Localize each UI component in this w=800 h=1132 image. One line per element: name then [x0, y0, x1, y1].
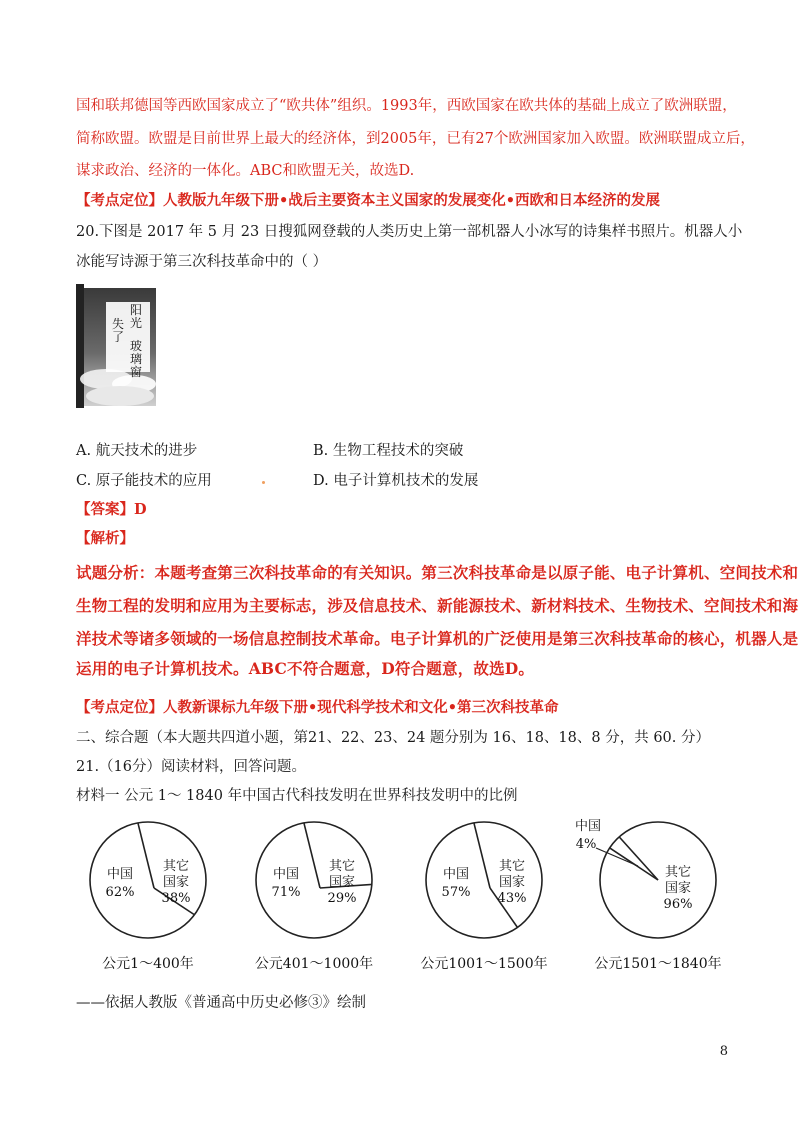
pie-label-other: 国家 — [162, 875, 190, 890]
pie-label-china: 中国 — [442, 867, 470, 882]
analysis-line: 试题分析：本题考查第三次科技革命的有关知识。第三次科技革命是以原子能、电子计算机、空间技术和 — [76, 563, 799, 582]
kaodian-2: 【考点定位】人教新课标九年级下册•现代科学技术和文化•第三次科技革命 — [76, 699, 559, 716]
pie-label-other: 其它 — [664, 865, 692, 880]
poetry-book-image — [76, 284, 156, 408]
pie-caption: 公元1～400年 — [102, 956, 194, 972]
pie-value-other: 96% — [663, 897, 693, 912]
kaodian-1: 【考点定位】人教版九年级下册•战后主要资本主义国家的发展变化•西欧和日本经济的发展 — [76, 192, 661, 209]
material1-title: 材料一 公元 1～ 1840 年中国古代科技发明在世界科技发明中的比例 — [76, 788, 518, 804]
paragraph-line: 国和联邦德国等西欧国家成立了“欧共体”组织。1993年，西欧国家在欧共体的基础上成立了欧洲联盟， — [76, 98, 737, 114]
source-note: ——依据人教版《普通高中历史必修③》绘制 — [76, 995, 366, 1011]
pie-slice-boundary — [138, 823, 154, 888]
pie-label-china: 中国 — [574, 819, 602, 834]
analysis-label: 【解析】 — [76, 530, 134, 547]
analysis-line: 运用的电子计算机技术。ABC不符合题意，D符合题意，故选D。 — [76, 659, 535, 678]
pie-value-other: 29% — [327, 891, 357, 906]
book-title-text: 玻璃窗 — [129, 339, 143, 379]
pie-label-other: 国家 — [328, 875, 356, 890]
stray-dot — [262, 481, 265, 484]
paragraph-line: 简称欧盟。欧盟是目前世界上最大的经济体，到2005年，已有27个欧洲国家加入欧盟。欧洲联盟成立后， — [76, 131, 755, 147]
pie-chart — [255, 822, 373, 972]
pie-label-other: 其它 — [498, 859, 526, 874]
paragraph-line: 谋求政治、经济的一体化。ABC和欧盟无关，故选D. — [76, 163, 415, 179]
option-c: C. 原子能技术的应用 — [76, 473, 212, 489]
answer: 【答案】D — [76, 501, 147, 518]
pie-caption: 公元401～1000年 — [254, 956, 374, 972]
analysis-line: 洋技术等诸多领域的一场信息控制技术革命。电子计算机的广泛使用是第三次科技革命的核心，机器人是 — [76, 629, 799, 648]
q20-stem-line1: 20.下图是 2017 年 5 月 23 日搜狐网登载的人类历史上第一部机器人小冰写的诗集样书照片。机器人小 — [76, 224, 743, 240]
pie-value-china: 62% — [105, 885, 135, 900]
q21-title: 21.（16分）阅读材料，回答问题。 — [76, 759, 307, 775]
pie-label-other: 其它 — [328, 859, 356, 874]
pie-value-china: 4% — [575, 837, 597, 852]
pie-charts — [76, 808, 726, 978]
pie-chart — [575, 818, 722, 972]
analysis-line: 生物工程的发明和应用为主要标志，涉及信息技术、新能源技术、新材料技术、生物技术、空间技术和海 — [76, 596, 799, 615]
pie-label-china: 中国 — [272, 867, 300, 882]
book-title-text: 失了 — [111, 317, 125, 344]
pie-caption: 公元1501～1840年 — [594, 956, 722, 972]
pie-caption: 公元1001～1500年 — [420, 956, 548, 972]
pie-slice-boundary — [304, 823, 320, 888]
pie-chart — [90, 822, 206, 972]
pie-label-other: 国家 — [498, 875, 526, 890]
q20-stem-line2: 冰能写诗源于第三次科技革命中的（ ） — [76, 254, 328, 270]
pie-chart — [420, 822, 547, 972]
page-number: 8 — [719, 1044, 728, 1059]
pie-value-other: 38% — [161, 891, 191, 906]
pie-label-other: 其它 — [162, 859, 190, 874]
option-d: D. 电子计算机技术的发展 — [313, 473, 479, 489]
pie-label-other: 国家 — [664, 881, 692, 896]
pie-slice-boundary — [474, 823, 490, 888]
pie-value-china: 57% — [441, 885, 471, 900]
option-a: A. 航天技术的进步 — [76, 443, 198, 459]
pie-label-china: 中国 — [106, 867, 134, 882]
option-b: B. 生物工程技术的突破 — [313, 443, 464, 459]
pie-value-china: 71% — [271, 885, 301, 900]
section2-heading: 二、综合题（本大题共四道小题，第21、22、23、24 题分别为 16、18、18、8 分，共 60. 分） — [76, 730, 710, 746]
pie-value-other: 43% — [497, 891, 527, 906]
book-title-text: 阳光 — [129, 303, 143, 330]
